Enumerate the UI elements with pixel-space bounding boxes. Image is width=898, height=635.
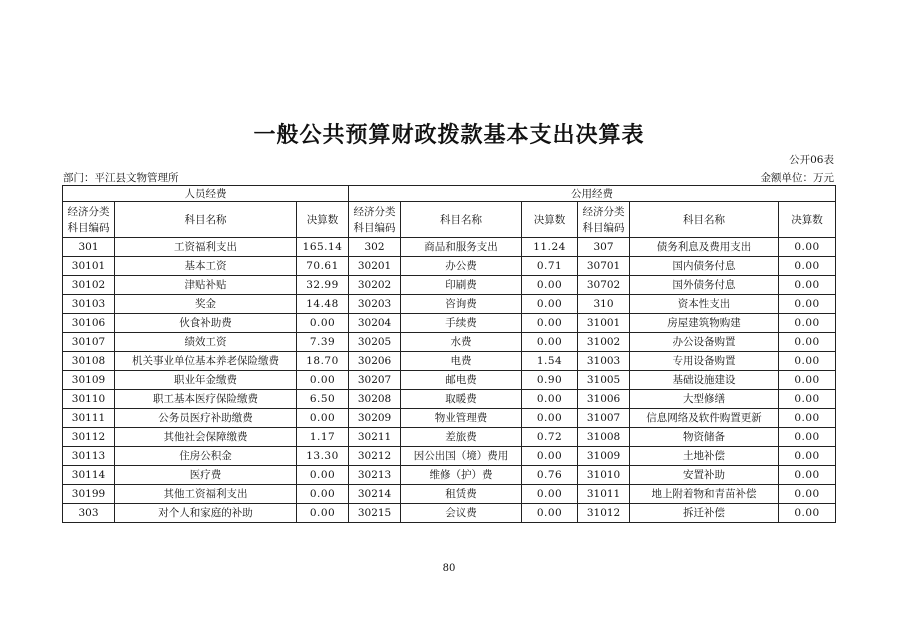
expenditure-table [62,185,836,523]
item-name: 绩效工资 [115,333,297,352]
table-row [63,485,836,504]
item-amount: 1.17 [297,428,349,447]
item-name: 会议费 [401,504,522,523]
item-name: 邮电费 [401,371,522,390]
item-amount: 0.00 [779,352,836,371]
item-name: 债务利息及费用支出 [630,238,779,257]
item-name: 手续费 [401,314,522,333]
item-name: 地上附着物和青苗补偿 [630,485,779,504]
item-code: 30199 [63,485,115,504]
item-amount: 0.00 [297,485,349,504]
item-amount: 0.00 [779,485,836,504]
item-code: 30101 [63,257,115,276]
item-code: 303 [63,504,115,523]
item-amount: 0.00 [779,504,836,523]
item-amount: 0.00 [522,390,578,409]
item-code: 301 [63,238,115,257]
item-amount: 0.00 [779,238,836,257]
item-amount: 0.00 [297,314,349,333]
item-amount: 0.00 [522,447,578,466]
item-code: 31007 [578,409,630,428]
item-amount: 0.72 [522,428,578,447]
header-name: 科目名称 [401,202,522,238]
item-name: 专用设备购置 [630,352,779,371]
item-amount: 18.70 [297,352,349,371]
item-name: 咨询费 [401,295,522,314]
item-amount: 0.00 [297,466,349,485]
table-row [63,276,836,295]
item-name: 信息网络及软件购置更新 [630,409,779,428]
table-row [63,390,836,409]
item-amount: 0.00 [779,428,836,447]
item-amount: 6.50 [297,390,349,409]
item-name: 维修（护）费 [401,466,522,485]
table-row [63,314,836,333]
item-name: 职业年金缴费 [115,371,297,390]
item-name: 大型修缮 [630,390,779,409]
item-name: 取暖费 [401,390,522,409]
header-name: 科目名称 [115,202,297,238]
item-code: 30108 [63,352,115,371]
item-name: 奖金 [115,295,297,314]
item-code: 31002 [578,333,630,352]
table-row [63,504,836,523]
item-amount: 0.00 [779,466,836,485]
header-amount: 决算数 [297,202,349,238]
page-title: 一般公共预算财政拨款基本支出决算表 [253,123,645,148]
item-name: 津贴补贴 [115,276,297,295]
table-row [63,466,836,485]
item-name: 基础设施建设 [630,371,779,390]
item-code: 30214 [349,485,401,504]
item-name: 电费 [401,352,522,371]
table-row [63,333,836,352]
item-name: 医疗费 [115,466,297,485]
group-public: 公用经费 [349,186,836,202]
unit-label: 金额单位：万元 [760,172,834,184]
table-row [63,447,836,466]
item-amount: 0.76 [522,466,578,485]
item-amount: 0.00 [297,371,349,390]
department-label: 部门：平江县文物管理所 [63,172,179,184]
item-name: 机关事业单位基本养老保险缴费 [115,352,297,371]
item-code: 30204 [349,314,401,333]
item-code: 30207 [349,371,401,390]
item-amount: 0.00 [522,485,578,504]
item-code: 30701 [578,257,630,276]
item-name: 房屋建筑物购建 [630,314,779,333]
item-amount: 0.00 [297,504,349,523]
item-amount: 0.00 [522,409,578,428]
item-amount: 0.00 [522,504,578,523]
item-code: 30203 [349,295,401,314]
table-row [63,371,836,390]
table-row [63,409,836,428]
column-header-row [63,202,836,238]
header-code: 经济分类科目编码 [349,202,401,238]
table-row [63,257,836,276]
item-code: 31005 [578,371,630,390]
item-amount: 0.00 [779,371,836,390]
header-amount: 决算数 [779,202,836,238]
item-code: 30107 [63,333,115,352]
item-name: 办公费 [401,257,522,276]
item-code: 307 [578,238,630,257]
item-code: 31008 [578,428,630,447]
item-name: 国外债务付息 [630,276,779,295]
page-number: 80 [442,563,456,574]
item-amount: 0.00 [779,333,836,352]
item-code: 30212 [349,447,401,466]
item-name: 物资储备 [630,428,779,447]
item-name: 办公设备购置 [630,333,779,352]
item-amount: 0.00 [779,390,836,409]
item-amount: 0.00 [779,257,836,276]
item-code: 310 [578,295,630,314]
header-code: 经济分类科目编码 [578,202,630,238]
item-amount: 32.99 [297,276,349,295]
item-amount: 0.00 [779,295,836,314]
item-amount: 1.54 [522,352,578,371]
item-code: 31006 [578,390,630,409]
item-amount: 0.90 [522,371,578,390]
item-amount: 0.00 [522,276,578,295]
item-name: 安置补助 [630,466,779,485]
item-name: 国内债务付息 [630,257,779,276]
item-name: 职工基本医疗保险缴费 [115,390,297,409]
item-code: 30109 [63,371,115,390]
header-amount: 决算数 [522,202,578,238]
item-name: 水费 [401,333,522,352]
item-name: 商品和服务支出 [401,238,522,257]
item-code: 30106 [63,314,115,333]
item-code: 30112 [63,428,115,447]
item-code: 302 [349,238,401,257]
item-name: 土地补偿 [630,447,779,466]
item-amount: 14.48 [297,295,349,314]
item-name: 因公出国（境）费用 [401,447,522,466]
item-name: 住房公积金 [115,447,297,466]
item-amount: 0.00 [779,314,836,333]
item-amount: 0.00 [522,295,578,314]
item-code: 30102 [63,276,115,295]
item-name: 基本工资 [115,257,297,276]
item-name: 差旅费 [401,428,522,447]
item-code: 30110 [63,390,115,409]
item-code: 30114 [63,466,115,485]
item-name: 伙食补助费 [115,314,297,333]
item-name: 租赁费 [401,485,522,504]
group-personnel: 人员经费 [63,186,349,202]
header-code: 经济分类科目编码 [63,202,115,238]
item-amount: 7.39 [297,333,349,352]
item-amount: 0.00 [779,409,836,428]
item-code: 30205 [349,333,401,352]
item-code: 31011 [578,485,630,504]
item-name: 拆迁补偿 [630,504,779,523]
item-amount: 0.00 [779,276,836,295]
item-name: 公务员医疗补助缴费 [115,409,297,428]
form-number: 公开06表 [789,154,834,166]
item-code: 30202 [349,276,401,295]
item-name: 印刷费 [401,276,522,295]
item-amount: 165.14 [297,238,349,257]
item-amount: 0.00 [779,447,836,466]
table-row [63,352,836,371]
item-amount: 13.30 [297,447,349,466]
header-name: 科目名称 [630,202,779,238]
item-code: 30211 [349,428,401,447]
table-row [63,238,836,257]
item-code: 31009 [578,447,630,466]
item-code: 30111 [63,409,115,428]
group-header-row [63,186,836,202]
item-name: 其他工资福利支出 [115,485,297,504]
item-name: 物业管理费 [401,409,522,428]
item-code: 31003 [578,352,630,371]
item-amount: 0.00 [297,409,349,428]
item-code: 30103 [63,295,115,314]
item-code: 30702 [578,276,630,295]
table-row [63,295,836,314]
item-amount: 0.00 [522,314,578,333]
item-code: 30206 [349,352,401,371]
item-code: 31010 [578,466,630,485]
item-code: 31001 [578,314,630,333]
item-code: 31012 [578,504,630,523]
item-code: 30213 [349,466,401,485]
item-code: 30208 [349,390,401,409]
item-name: 对个人和家庭的补助 [115,504,297,523]
item-code: 30201 [349,257,401,276]
item-amount: 11.24 [522,238,578,257]
item-code: 30113 [63,447,115,466]
item-code: 30209 [349,409,401,428]
item-amount: 0.71 [522,257,578,276]
item-name: 资本性支出 [630,295,779,314]
item-amount: 70.61 [297,257,349,276]
item-name: 工资福利支出 [115,238,297,257]
item-name: 其他社会保障缴费 [115,428,297,447]
item-amount: 0.00 [522,333,578,352]
table-row [63,428,836,447]
item-code: 30215 [349,504,401,523]
